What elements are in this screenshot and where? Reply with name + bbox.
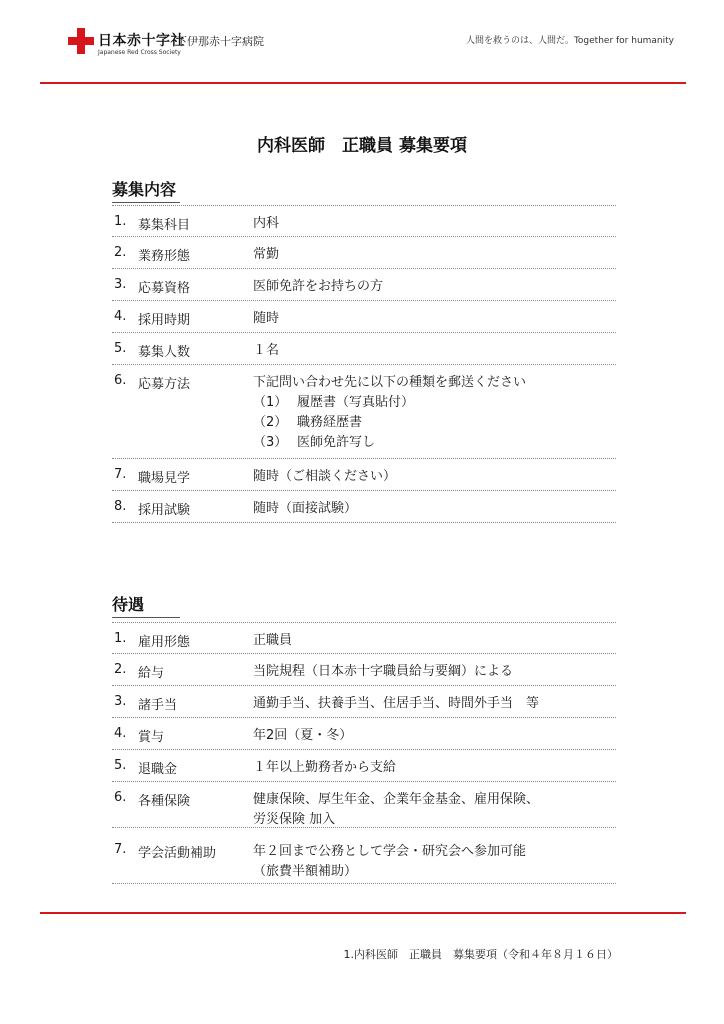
item-label: 募集科目 xyxy=(138,218,191,233)
hospital-name: 下伊那赤十字病院 xyxy=(176,35,264,48)
red-cross-logo-icon xyxy=(68,28,94,54)
footer-note: 1.内科医師 正職員 募集要項（令和４年８月１６日） xyxy=(343,948,618,961)
item-number: 4. xyxy=(114,309,127,324)
item-label: 各種保険 xyxy=(138,794,191,809)
item-number: 2. xyxy=(114,662,127,677)
item-number: 6. xyxy=(114,790,127,805)
item-number: 5. xyxy=(114,341,127,356)
item-number: 6. xyxy=(114,373,127,388)
item-number: 2. xyxy=(114,245,127,260)
item-value: １名 xyxy=(253,343,280,358)
item-number: 7. xyxy=(114,467,127,482)
item-label: 業務形態 xyxy=(138,249,191,264)
footer-divider xyxy=(40,912,686,914)
item-value: 常勤 xyxy=(253,247,280,262)
item-number: 1. xyxy=(114,631,127,646)
item-label: 雇用形態 xyxy=(138,635,191,650)
item-number: 8. xyxy=(114,499,127,514)
table-row xyxy=(112,269,616,301)
table-row xyxy=(112,718,616,750)
item-label: 給与 xyxy=(138,666,165,681)
item-number: 5. xyxy=(114,758,127,773)
item-number: 1. xyxy=(114,214,127,229)
item-value: 正職員 xyxy=(253,633,293,648)
table-row xyxy=(112,333,616,365)
table-row xyxy=(112,365,616,459)
item-value: 通勤手当、扶養手当、住居手当、時間外手当 等 xyxy=(253,696,540,711)
page-header xyxy=(0,0,724,84)
item-value: 随時 xyxy=(253,311,280,326)
slogan: 人間を救うのは、人間だ。Together for humanity xyxy=(465,36,674,46)
item-value: 当院規程（日本赤十字職員給与要綱）による xyxy=(253,664,514,679)
table-row xyxy=(112,491,616,523)
recruitment-table xyxy=(112,205,616,523)
item-value: １年以上勤務者から支給 xyxy=(253,760,397,775)
table-row xyxy=(112,686,616,718)
page-title: 内科医師 正職員 募集要項 xyxy=(257,136,467,156)
item-label: 採用試験 xyxy=(138,503,191,518)
item-value: 年2回（夏・冬） xyxy=(253,728,353,743)
item-value: 年２回まで公務として学会・研究会へ参加可能 （旅費半額補助） xyxy=(253,844,527,879)
item-label: 学会活動補助 xyxy=(138,846,217,861)
header-divider xyxy=(40,82,686,84)
item-value: 随時（ご相談ください） xyxy=(253,469,397,484)
item-label: 応募資格 xyxy=(138,281,191,296)
table-row xyxy=(112,782,616,828)
section-heading-benefits: 待遇 xyxy=(112,592,144,615)
benefits-table xyxy=(112,622,616,884)
item-label: 応募方法 xyxy=(138,377,191,392)
org-name: 日本赤十字社 xyxy=(98,33,185,49)
sub-item: （3） 医師免許写し xyxy=(253,435,376,450)
item-number: 4. xyxy=(114,726,127,741)
item-label: 諸手当 xyxy=(138,698,178,713)
section-heading-recruitment: 募集内容 xyxy=(112,177,176,200)
table-row xyxy=(112,750,616,782)
sub-item: （1） 履歴書（写真貼付） xyxy=(253,395,415,410)
item-label: 募集人数 xyxy=(138,345,191,360)
item-label: 賞与 xyxy=(138,730,165,745)
item-number: 3. xyxy=(114,277,127,292)
table-row xyxy=(112,237,616,269)
item-value: 健康保険、厚生年金、企業年金基金、雇用保険、 労災保険 加入 xyxy=(253,792,540,827)
table-row xyxy=(112,301,616,333)
item-label: 退職金 xyxy=(138,762,178,777)
item-value: 随時（面接試験） xyxy=(253,501,358,516)
item-label: 職場見学 xyxy=(138,471,191,486)
table-row xyxy=(112,654,616,686)
item-value: 下記問い合わせ先に以下の種類を郵送ください （1） 履歴書（写真貼付） （2） 職務経歴書 （3） 医師免許写し xyxy=(253,373,526,453)
item-label: 採用時期 xyxy=(138,313,191,328)
item-number: 3. xyxy=(114,694,127,709)
item-number: 7. xyxy=(114,842,127,857)
table-row xyxy=(112,828,616,884)
table-row xyxy=(112,622,616,654)
item-value: 医師免許をお持ちの方 xyxy=(253,279,384,294)
org-name-en: Japanese Red Cross Society xyxy=(98,49,181,56)
table-row xyxy=(112,459,616,491)
table-row xyxy=(112,205,616,237)
sub-item: （2） 職務経歴書 xyxy=(253,415,363,430)
item-value: 内科 xyxy=(253,216,280,231)
